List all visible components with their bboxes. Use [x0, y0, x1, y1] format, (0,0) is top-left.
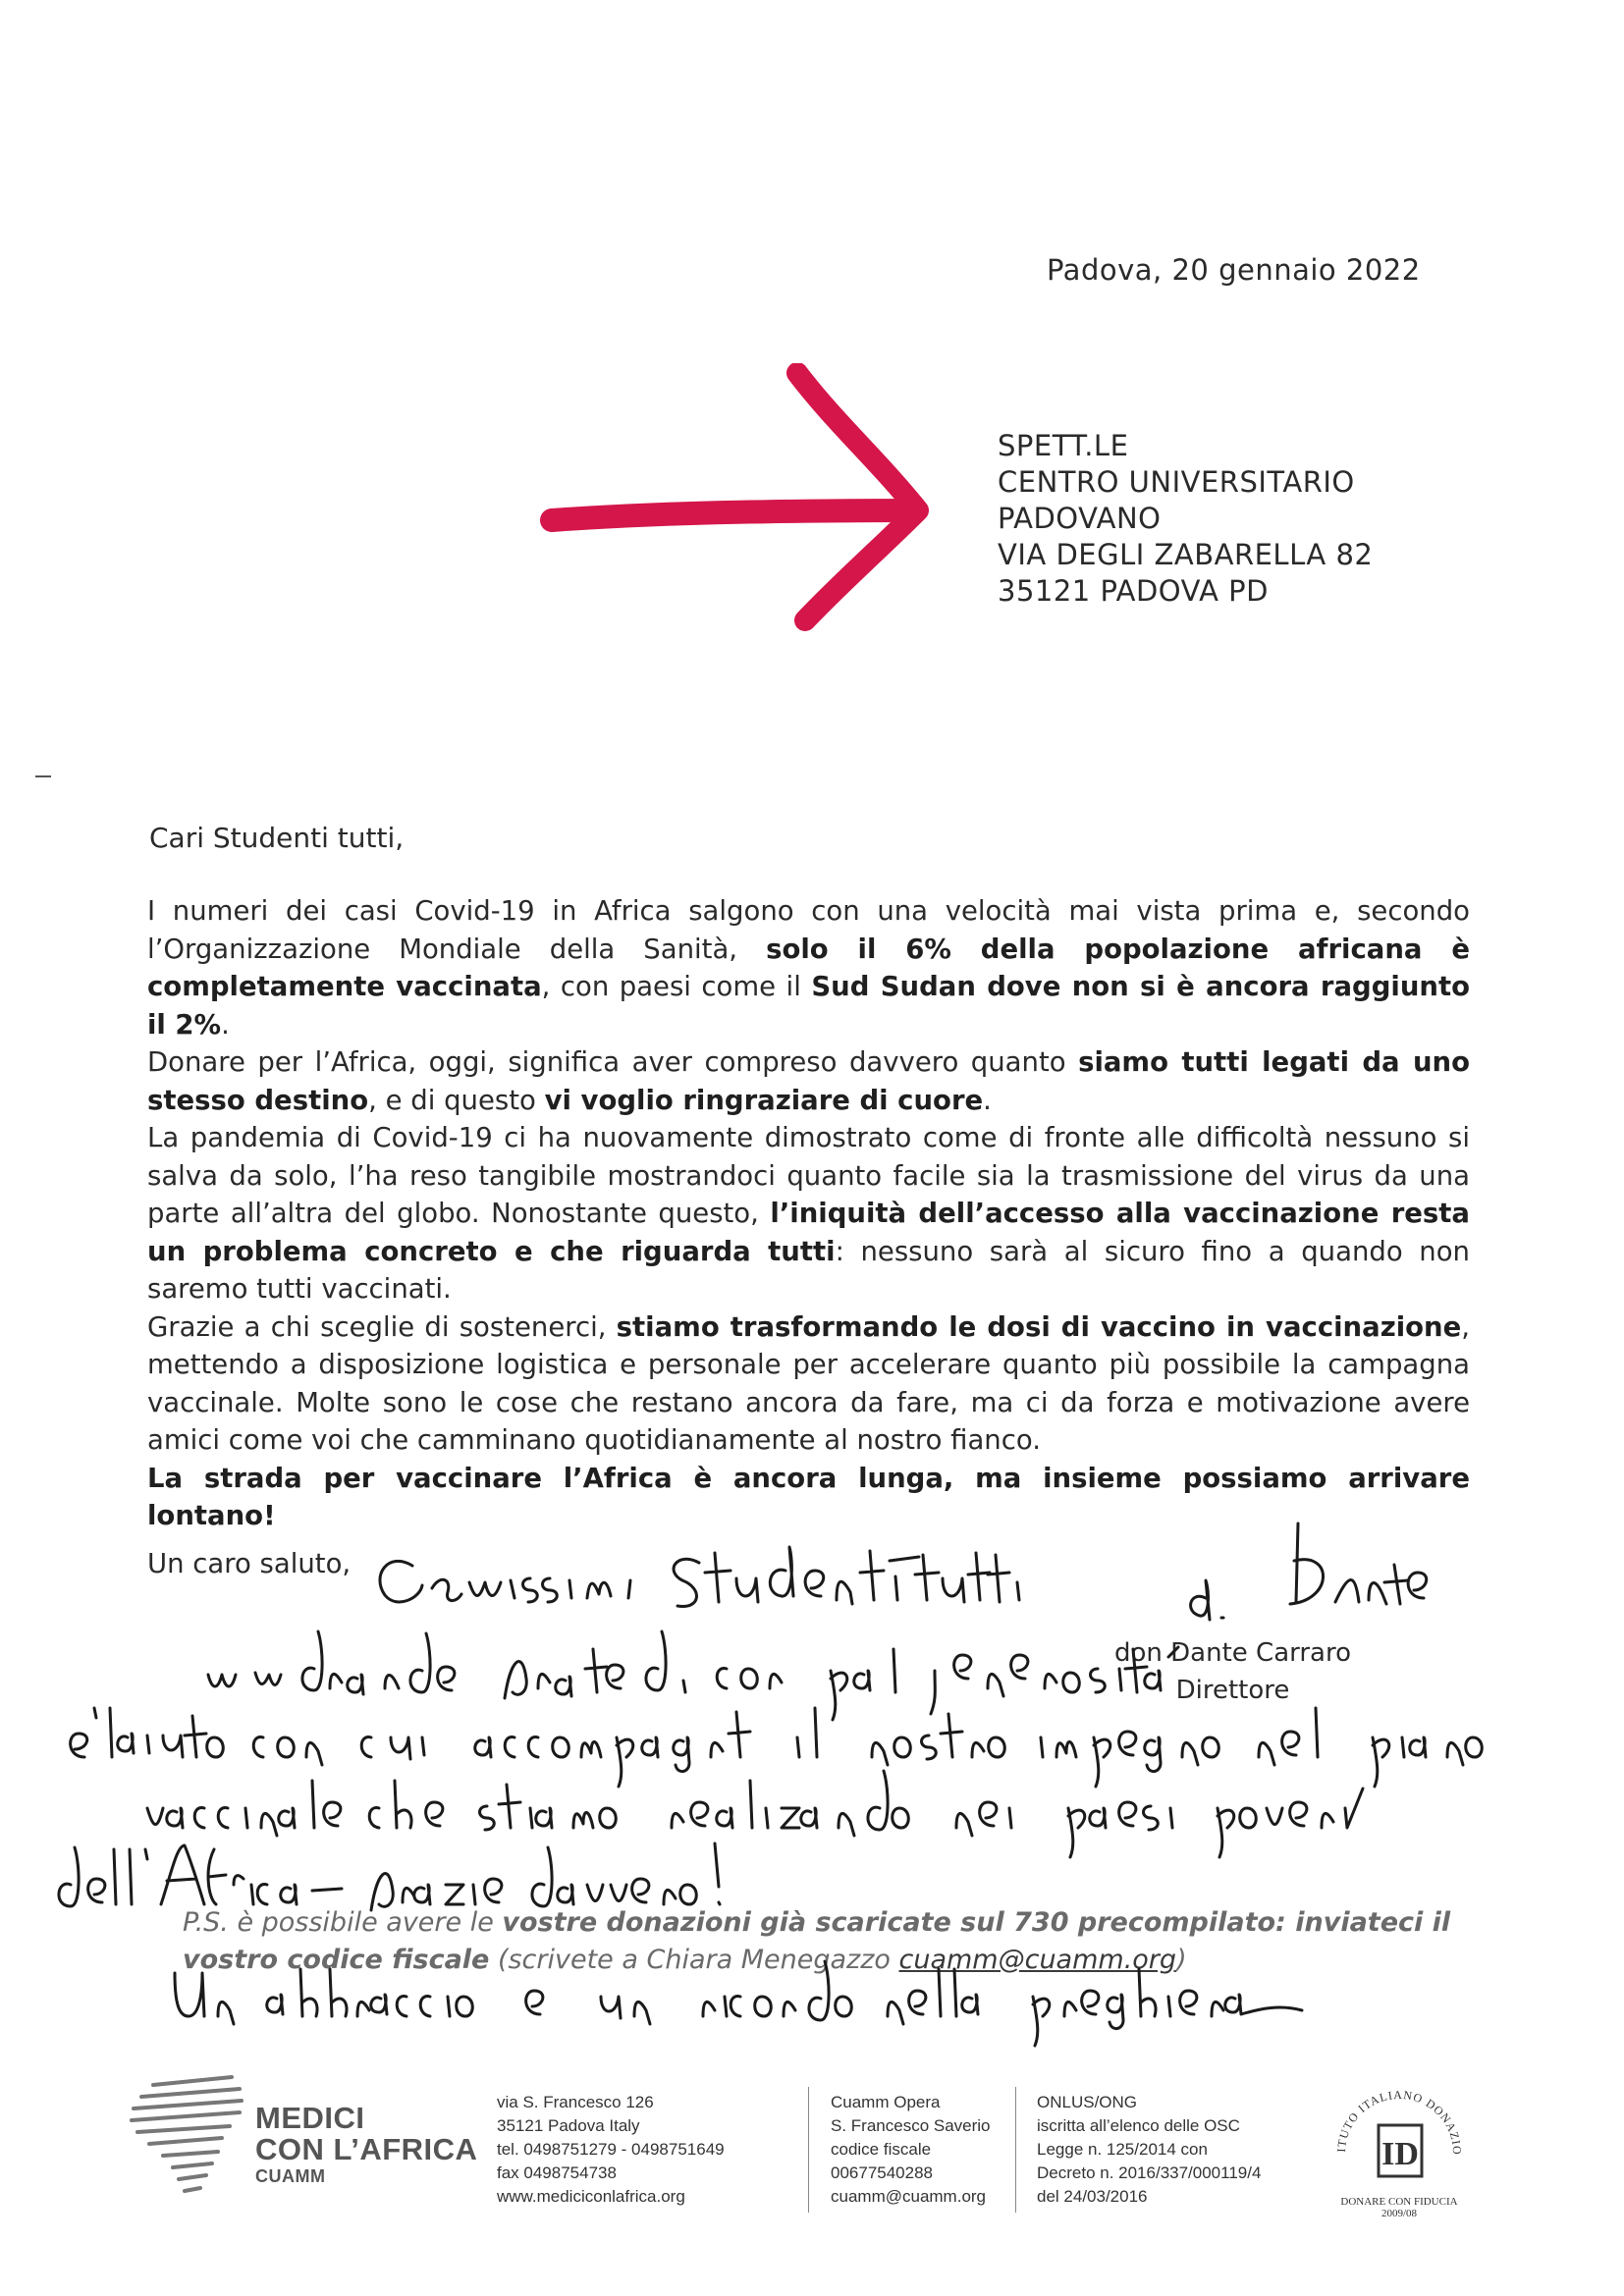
bold-run: vi voglio ringraziare di cuore: [544, 1084, 984, 1116]
text-run: Donare per l’Africa, oggi, significa aver compreso davvero quanto: [147, 1046, 1079, 1078]
logo-line: CUAMM: [255, 2166, 326, 2186]
text-run: , e di questo: [368, 1084, 545, 1116]
text-run: ): [1176, 1945, 1187, 1975]
recipient-line: PADOVANO: [998, 502, 1162, 535]
letter-date: Padova, 20 gennaio 2022: [1047, 253, 1421, 287]
text-run: : nessuno sarà al sicuro fino a quando non saremo tutti vaccinati.: [147, 1235, 1470, 1305]
recipient-line: 35121 PADOVA PD: [998, 574, 1269, 608]
red-arrow-marker: [540, 363, 933, 638]
bold-run: stiamo trasformando le dosi di vaccino in vaccinazione: [616, 1310, 1462, 1343]
recipient-address: [998, 428, 1373, 610]
text-run: I numeri dei casi Covid-19 in Africa salgono con una velocità mai vista prima e, secondo l’Organizzazione Mondiale della Sanità,: [147, 895, 1470, 965]
footer-line: 00677540288: [831, 2163, 934, 2182]
seal-monogram: ID: [1381, 2136, 1419, 2172]
text-run: (scrivete a Chiara Menegazzo: [489, 1945, 899, 1975]
logo-line: CON L’AFRICA: [255, 2132, 478, 2166]
signer-role: Direttore: [1175, 1676, 1290, 1705]
footer-line: iscritta all’elenco delle OSC: [1037, 2116, 1240, 2135]
text-run: La pandemia di Covid-19 ci ha nuovamente dimostrato come di fronte alle difficoltà nessuno si salva da solo, l’ha reso tangibile mostrandoci quanto facile sia la trasmissione del virus da una parte all’altra del globo. Nonostante questo,: [147, 1122, 1470, 1229]
footer-line: codice fiscale: [831, 2140, 932, 2159]
letter-closing: Un caro saluto,: [147, 1548, 352, 1579]
recipient-line: SPETT.LE: [998, 429, 1129, 462]
text-run: , mettendo a disposizione logistica e personale per accelerare quanto più possibile la campagna vaccinale. Molte sono le cose che restano ancora da fare, ma ci da forza e motivazione avere amici come voi che camminano quotidianamente al nostro fianco.: [147, 1310, 1470, 1456]
africa-map-logo-icon: [124, 2073, 251, 2201]
bold-run: l’iniquità dell’accesso alla vaccinazione resta un problema concreto e che riguarda tutti: [147, 1198, 1470, 1267]
logo-line: MEDICI: [255, 2101, 365, 2135]
footer-line: Legge n. 125/2014 con: [1037, 2140, 1208, 2159]
footer-address: [497, 2091, 725, 2209]
footer-line: del 24/03/2016: [1037, 2187, 1148, 2206]
bold-run: solo il 6% della popolazione africana è completamente vaccinata: [147, 933, 1470, 1002]
signer-name: don Dante Carraro: [1114, 1638, 1352, 1668]
seal-ring-text: ITUTO ITALIANO DONAZIO: [1333, 2087, 1465, 2156]
bold-run: Sud Sudan dove non si è ancora raggiunto il 2%: [147, 971, 1471, 1041]
footer-line: via S. Francesco 126: [497, 2093, 654, 2111]
body-paragraph: [147, 1119, 1470, 1308]
footer-line: S. Francesco Saverio: [831, 2116, 991, 2135]
footer-line: Cuamm Opera: [831, 2093, 941, 2111]
body-paragraph: [147, 892, 1470, 1043]
margin-mark: [35, 775, 51, 777]
text-run: .: [221, 1008, 230, 1041]
recipient-line: VIA DEGLI ZABARELLA 82: [998, 538, 1374, 571]
footer-line: ONLUS/ONG: [1037, 2093, 1138, 2111]
bold-run: siamo tutti legati da uno stesso destino: [147, 1046, 1470, 1116]
text-run: Grazie a chi sceglie di sostenerci,: [147, 1310, 617, 1343]
letter-body: [147, 892, 1470, 1535]
footer-onlus: [1037, 2091, 1261, 2209]
footer-line: Decreto n. 2016/337/000119/4: [1037, 2163, 1262, 2182]
recipient-line: CENTRO UNIVERSITARIO: [998, 465, 1355, 499]
bold-run: vostre donazioni già scaricate sul 730 precompilato: inviateci il vostro codice fiscale: [183, 1907, 1451, 1975]
letter-greeting: Cari Studenti tutti,: [149, 822, 405, 854]
footer-divider: [1015, 2087, 1016, 2213]
text-run: .: [983, 1084, 992, 1116]
body-paragraph: [147, 1308, 1470, 1460]
email-link[interactable]: cuamm@cuamm.org: [898, 1945, 1177, 1975]
footer-line[interactable]: cuamm@cuamm.org: [831, 2187, 987, 2206]
footer-opera: [831, 2091, 991, 2209]
seal-line: 2009/08: [1380, 2208, 1418, 2219]
postscript: [183, 1904, 1479, 1979]
cuamm-logo-text: [255, 2103, 477, 2187]
bold-run: La strada per vaccinare l’Africa è ancora lunga, ma insieme possiamo arrivare lontano!: [147, 1462, 1470, 1531]
signer-block: [1114, 1634, 1351, 1709]
body-paragraph: [147, 1460, 1470, 1535]
footer-divider: [808, 2087, 809, 2213]
footer-line: tel. 0498751279 - 0498751649: [497, 2140, 725, 2159]
iid-seal: [1326, 2074, 1473, 2219]
text-run: , con paesi come il: [541, 971, 812, 1002]
footer-line: 35121 Padova Italy: [497, 2116, 640, 2135]
footer-line[interactable]: www.mediciconlafrica.org: [497, 2187, 685, 2206]
body-paragraph: [147, 1043, 1470, 1119]
seal-line: DONARE CON FIDUCIA: [1340, 2196, 1458, 2208]
footer-line: fax 0498754738: [497, 2163, 617, 2182]
text-run: P.S. è possibile avere le: [183, 1907, 503, 1938]
